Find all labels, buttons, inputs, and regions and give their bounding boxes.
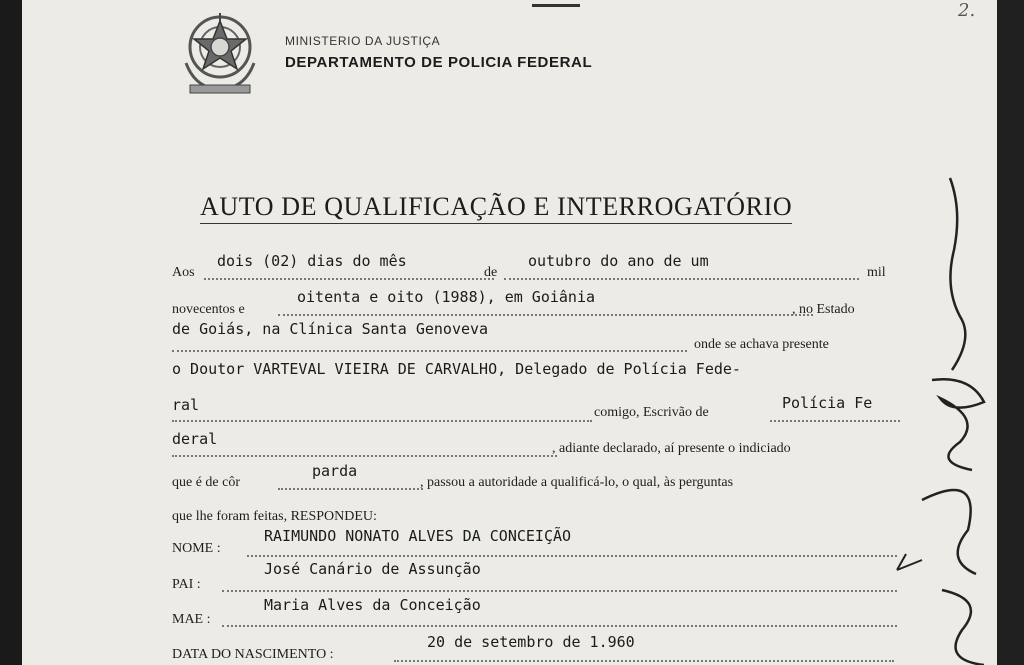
label-novecentos: novecentos e bbox=[172, 302, 245, 317]
label-mae: MAE : bbox=[172, 612, 211, 627]
label-de: de bbox=[484, 265, 498, 280]
label-comigo: comigo, Escrivão de bbox=[594, 405, 709, 420]
field-name: RAIMUNDO NONATO ALVES DA CONCEIÇÃO bbox=[264, 527, 572, 545]
dotted-line bbox=[770, 420, 900, 422]
field-clerk: Polícia Fe bbox=[782, 394, 873, 412]
dotted-line bbox=[172, 420, 592, 422]
label-aos: Aos bbox=[172, 265, 195, 280]
dotted-line bbox=[504, 278, 859, 280]
dotted-line bbox=[278, 314, 813, 316]
dotted-line bbox=[172, 350, 687, 352]
field-birth-date: 20 de setembro de 1.960 bbox=[427, 633, 635, 651]
label-adiante: , adiante declarado, aí presente o indiciado bbox=[552, 441, 791, 456]
field-clerk-cont: deral bbox=[172, 430, 218, 448]
label-que-lhe: que lhe foram feitas, RESPONDEU: bbox=[172, 509, 377, 524]
field-color: parda bbox=[312, 462, 358, 480]
dotted-line bbox=[204, 278, 494, 280]
field-authority: o Doutor VARTEVAL VIEIRA DE CARVALHO, Delegado de Polícia Fede- bbox=[172, 360, 741, 378]
field-authority-cont: ral bbox=[172, 396, 200, 414]
handwritten-signature bbox=[892, 170, 1002, 665]
page-number: 2. bbox=[958, 0, 976, 21]
field-month: outubro do ano de um bbox=[528, 252, 709, 270]
dotted-line bbox=[278, 488, 423, 490]
label-mil: mil bbox=[867, 265, 886, 280]
dotted-line bbox=[394, 660, 894, 662]
label-que-cor: que é de côr bbox=[172, 475, 241, 490]
dotted-line bbox=[247, 555, 897, 557]
field-day: dois (02) dias do mês bbox=[217, 252, 407, 270]
label-birth-date: DATA DO NASCIMENTO : bbox=[172, 647, 334, 662]
field-year: oitenta e oito (1988), em Goiânia bbox=[297, 288, 596, 306]
document-title: AUTO DE QUALIFICAÇÃO E INTERROGATÓRIO bbox=[200, 192, 792, 224]
dotted-line bbox=[222, 625, 897, 627]
scan-dark-edge bbox=[997, 0, 1024, 665]
field-mother: Maria Alves da Conceição bbox=[264, 596, 481, 614]
label-nome: NOME : bbox=[172, 541, 221, 556]
department-heading: DEPARTAMENTO DE POLICIA FEDERAL bbox=[285, 54, 593, 71]
top-mark bbox=[532, 4, 580, 7]
label-pai: PAI : bbox=[172, 577, 201, 592]
label-passou: , passou a autoridade a qualificá-lo, o qual, às perguntas bbox=[420, 475, 734, 490]
dotted-line bbox=[172, 455, 557, 457]
coat-of-arms-seal bbox=[174, 5, 266, 101]
label-no-estado: , no Estado bbox=[792, 302, 855, 317]
document-page bbox=[22, 0, 997, 665]
field-location: de Goiás, na Clínica Santa Genoveva bbox=[172, 320, 489, 338]
dotted-line bbox=[222, 590, 897, 592]
ministry-heading: MINISTERIO DA JUSTIÇA bbox=[285, 34, 441, 48]
field-father: José Canário de Assunção bbox=[264, 560, 481, 578]
label-onde: onde se achava presente bbox=[694, 337, 829, 352]
